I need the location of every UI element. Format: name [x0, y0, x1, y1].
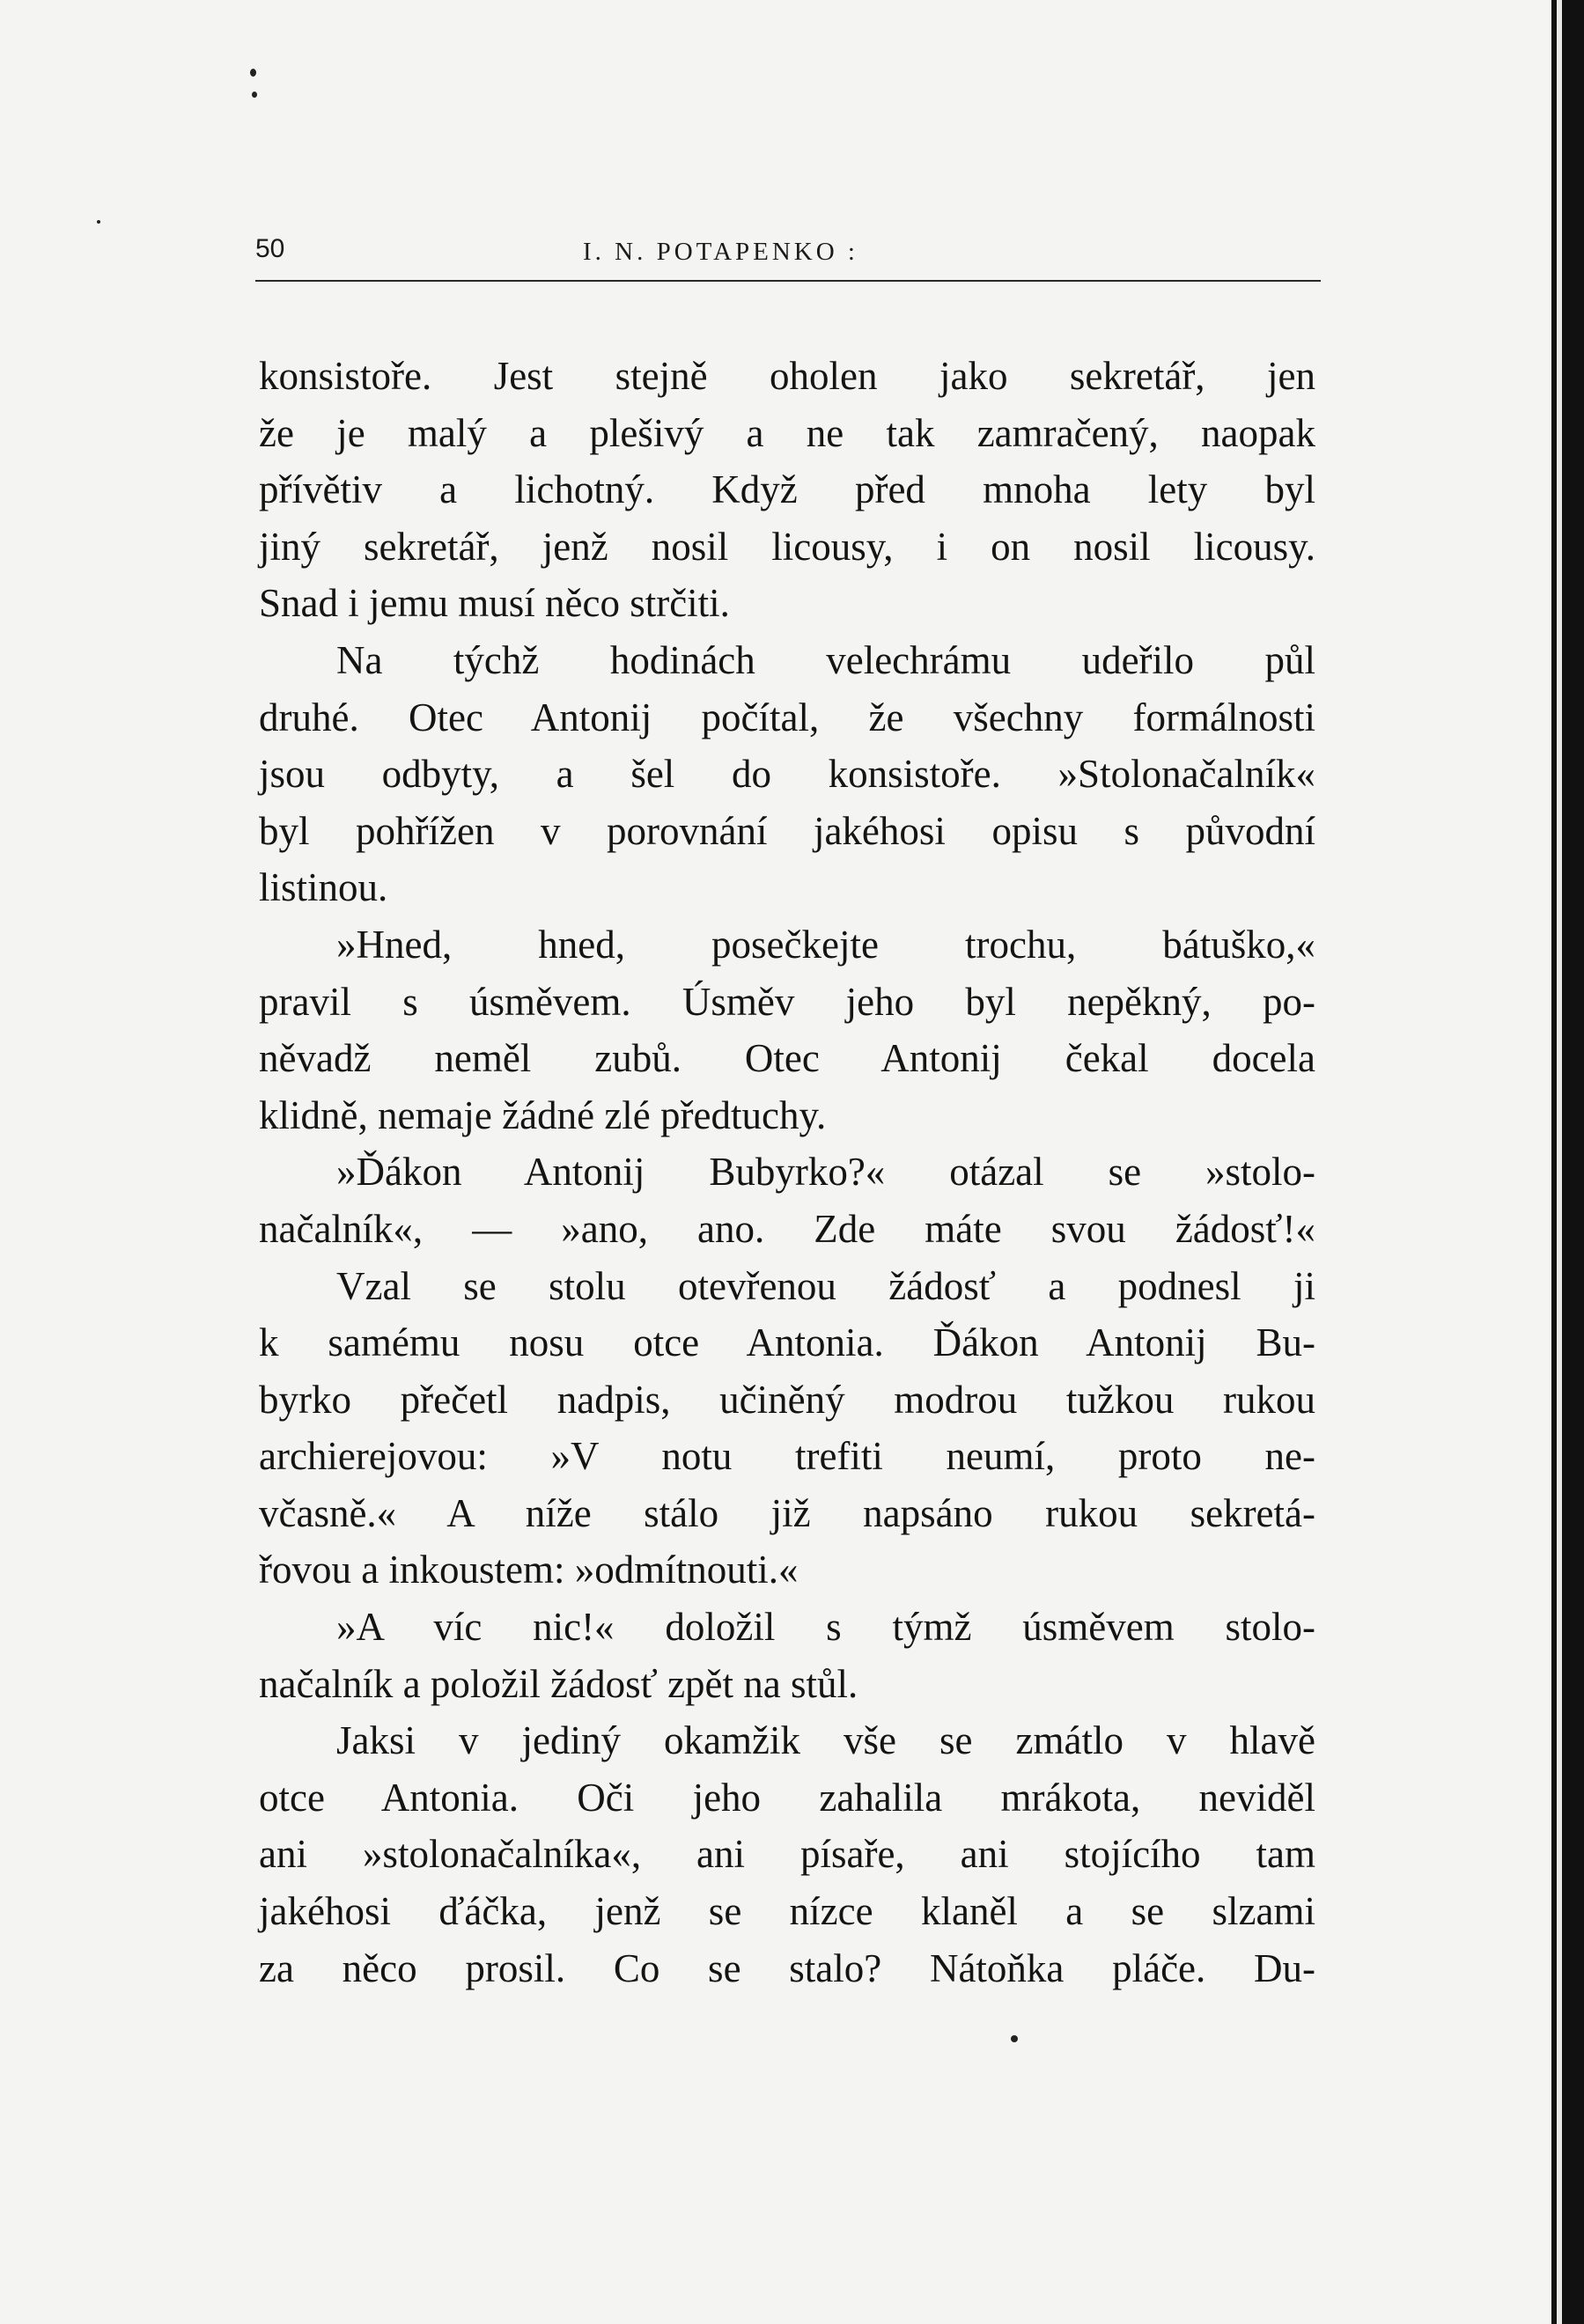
text-line: otce Antonia. Oči jeho zahalila mrákota, neviděl — [259, 1775, 1315, 1820]
ink-speck — [1011, 2035, 1018, 2042]
text-line: načalník«, — »ano, ano. Zde máte svou žádosť!« — [259, 1206, 1315, 1251]
text-line: přívětiv a lichotný. Když před mnoha lety byl — [259, 467, 1315, 512]
ink-speck — [97, 220, 100, 224]
text-line: jsou odbyty, a šel do konsistoře. »Stolonačalník« — [259, 752, 1315, 797]
text-line: Na týchž hodinách velechrámu udeřilo půl — [336, 637, 1315, 682]
ink-speck — [250, 69, 256, 77]
text-line: že je malý a plešivý a ne tak zamračený, naopak — [259, 410, 1315, 455]
text-line: »Ďákon Antonij Bubyrko?« otázal se »stolo- — [336, 1150, 1315, 1195]
text-line: včasně.« A níže stálo již napsáno rukou sekretá- — [259, 1490, 1315, 1535]
text-line: pravil s úsměvem. Úsměv jeho byl nepěkný, po- — [259, 979, 1315, 1024]
binding-line — [1557, 0, 1562, 2324]
text-line: jakéhosi ďáčka, jenž se nízce klaněl a se slzami — [259, 1889, 1315, 1934]
text-line: ani »stolonačalníka«, ani písaře, ani stojícího tam — [259, 1832, 1315, 1877]
text-line: archierejovou: »V notu trefiti neumí, proto ne- — [259, 1434, 1315, 1479]
text-line: druhé. Otec Antonij počítal, že všechny formálnosti — [259, 695, 1315, 739]
text-line: k samému nosu otce Antonia. Ďákon Antonij Bu- — [259, 1320, 1315, 1365]
text-line: klidně, nemaje žádné zlé předtuchy. — [259, 1092, 827, 1137]
body-text — [259, 348, 1315, 1997]
page-header — [255, 234, 1321, 287]
running-head: I. N. POTAPENKO : — [583, 238, 858, 266]
text-line: listinou. — [259, 865, 388, 910]
text-line: byrko přečetl nadpis, učiněný modrou tužkou rukou — [259, 1377, 1315, 1422]
text-line: byl pohřížen v porovnání jakéhosi opisu s původní — [259, 808, 1315, 853]
text-line: Snad i jemu musí něco strčiti. — [259, 581, 730, 626]
text-line: »A víc nic!« doložil s týmž úsměvem stolo- — [336, 1605, 1315, 1650]
text-line: konsistoře. Jest stejně oholen jako sekretář, jen — [259, 354, 1315, 398]
page-number: 50 — [255, 234, 285, 263]
text-line: načalník a položil žádosť zpět na stůl. — [259, 1661, 858, 1706]
text-line: za něco prosil. Co se stalo? Nátoňka pláče. Du- — [259, 1945, 1315, 1990]
text-line: »Hned, hned, posečkejte trochu, bátuško,« — [336, 922, 1315, 967]
text-line: Jaksi v jediný okamžik vše se zmátlo v hlavě — [336, 1718, 1315, 1763]
text-line: Vzal se stolu otevřenou žádosť a podnesl ji — [336, 1263, 1315, 1308]
text-line: jiný sekretář, jenž nosil licousy, i on nosil licousy. — [259, 524, 1315, 569]
text-line: něvadž neměl zubů. Otec Antonij čekal docela — [259, 1036, 1315, 1081]
header-rule — [255, 280, 1321, 282]
ink-speck — [252, 92, 257, 98]
text-line: řovou a inkoustem: »odmítnouti.« — [259, 1548, 799, 1592]
